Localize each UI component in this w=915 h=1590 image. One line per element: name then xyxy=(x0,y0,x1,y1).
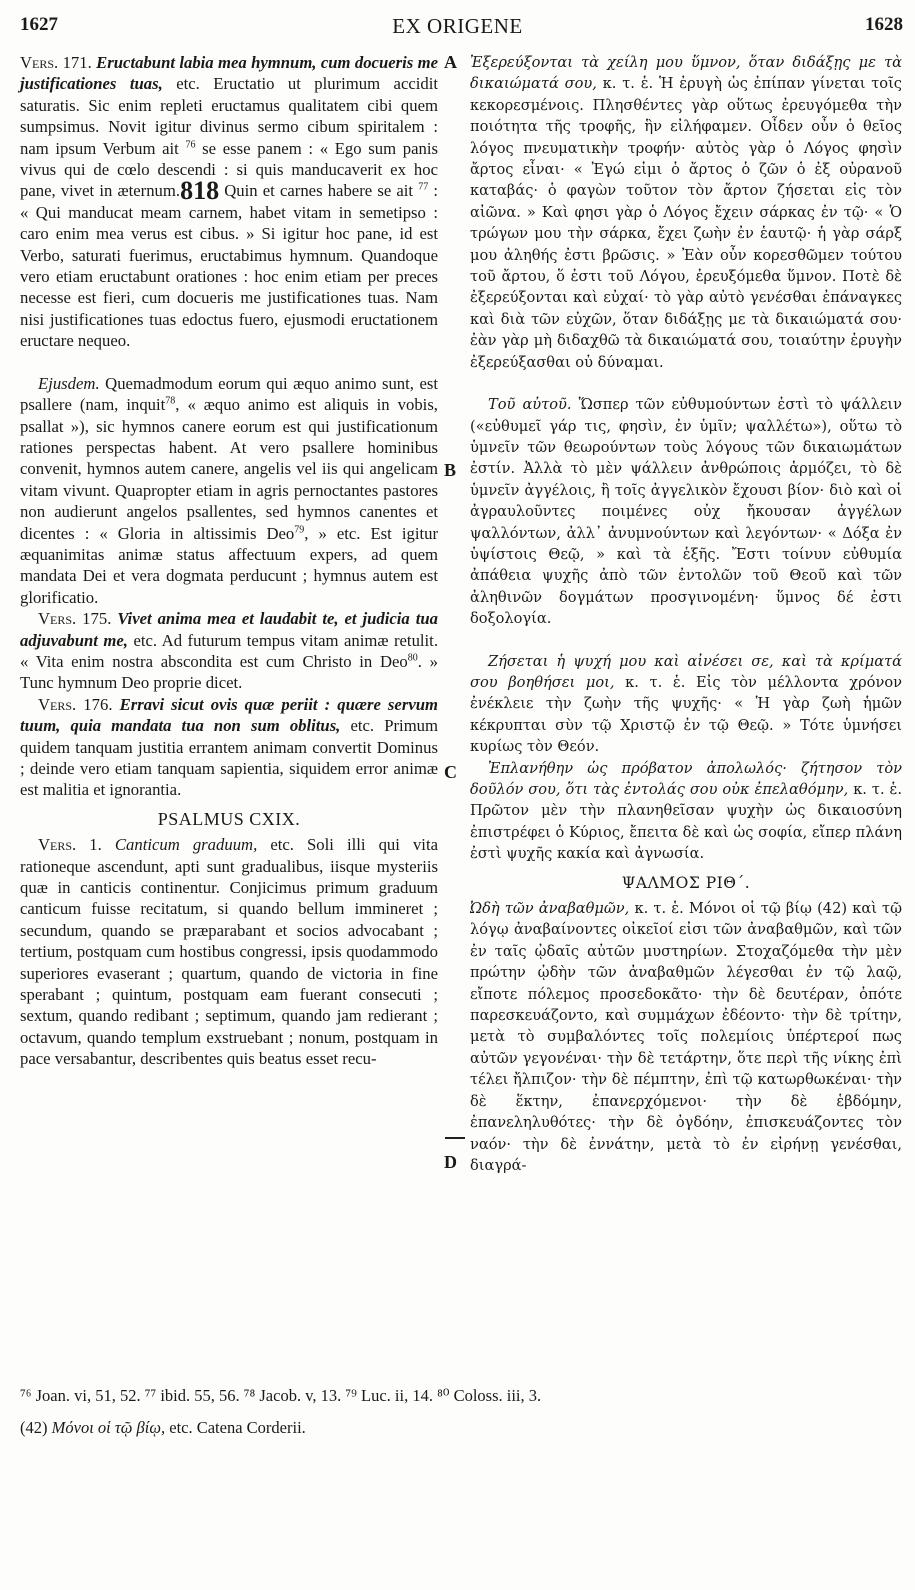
verse-lemma: Ζήσεται ἡ ψυχή μου καὶ αἰνέσει σε, καὶ τὰ κρίματά σου βοηθήσει μοι, xyxy=(470,652,902,691)
verse-text: κ. τ. ἑ. Ἡ ἐρυγὴ ὡς ἐπίπαν γίνεται τοῖς κεκορεσμένοις. Πλησθέντες γὰρ οὕτως ἐρευγόμεθα τὴν ποιότητα τῆς τροφῆς, ἣν εἰλήφαμεν. Οἶδεν οὖν ὁ θεῖος λόγος πνευματικὴν τροφήν· αὐτὸς γὰρ ὁ Λόγος φησὶν ἄρτος εἶναι· « Ἐγώ εἰμι ὁ ἄρτος ὁ ζῶν ὁ ἐξ οὐρανοῦ καταβάς· ὁ φαγὼν τοῦτον τὸν ἄρτον ζήσεται εἰς τὸν αἰῶνα. » Καὶ φησι γὰρ ὁ Λόγος ἔχειν σάρκας ἐν τῷ· « Ὁ τρώγων μου τὴν σάρκα, ἔχει ζωὴν ἐν ἑαυτῷ· ἡ γὰρ σάρξ μου ἀληθής ἐστι βρῶσις. » Ἐὰν οὖν κορεσθῶμεν τούτου τοῦ ἄρτου, ὅ ἐστι τοῦ Λόγου, ἐρευξόμεθα ὕμνον. Ποτὲ δὲ ἐξερεύξονται καὶ εὐχαί· τὸ γὰρ αὐτὸ γενέσθαι ἐπάναγκες καὶ διὰ τῶν εὐχῶν, ὅταν διδάξῃς με τὰ δικαιώματά σου· ἐὰν γὰρ μὴ διδαχθῶ τὰ δικαιώματά σου, τοιαύτην ἐρυγὴν ἐξερεύξασθαι οὐ δύναμαι. xyxy=(470,75,902,371)
running-title: EX ORIGENE xyxy=(392,14,523,38)
verse-text: κ. τ. ἑ. Πρῶτον μὲν τὴν πλανηθεῖσαν ψυχὴν ὡς δικαιοσύνη ἐπιστρέφει ὁ Κύριος, ἔπειτα δὲ καὶ ὡς σοφία, εἴπερ πλάνη ἐστὶ ψυχῆς κακία καὶ ἀγνωσία. xyxy=(470,781,903,863)
catena-note xyxy=(20,1418,900,1438)
greek-psalm-heading: ΨΑΛΜΟΣ ΡΙΘ΄. xyxy=(621,873,751,892)
page-number-right: 1628 xyxy=(865,14,903,35)
catena-text: etc. Catena Corderii. xyxy=(169,1418,306,1437)
margin-letter-a: A xyxy=(444,52,457,72)
greek-verse-175 xyxy=(470,651,902,758)
verse-text: Quin et carnes habere se ait xyxy=(224,181,414,201)
margin-rule xyxy=(445,1137,465,1139)
greek-verse-171 xyxy=(470,52,902,373)
verse-lemma: Vivet anima mea et laudabit te, et judicia tua adjuvabunt me, xyxy=(20,609,438,650)
latin-psalm-heading: PSALMUS CXIX. xyxy=(157,808,301,829)
verse-lemma: Ἐπλανήθην ὡς πρόβατον ἀπολωλός· ζήτησον τὸν δοῦλόν σου, ὅτι τὰς ἐντολάς σου οὐκ ἐπελαθόμην, xyxy=(470,759,902,798)
footnote-ref: 80 xyxy=(407,652,418,664)
greek-ejusdem xyxy=(470,394,902,629)
footnote-ref: 79 xyxy=(294,523,305,535)
section-text: , « æquo animo est aliquis in vobis, psallat »), sic hymnos canere eorum est qui justificationum rationes perspectas habent. At vero psallere hominibus convenit, hymnos autem canere, angelis vel iis qui angelicam vitam vivunt. Quapropter etiam in agris pernoctantes pastores non audierunt angelos psallentes, sed hymnos canentes et dicentes : « Gloria in altissimis Deo xyxy=(20,395,438,543)
note-ref: (42) xyxy=(817,900,848,918)
page-number-left: 1627 xyxy=(20,14,58,35)
verse-text: etc. Eructatio ut plurimum accidit saturatis. Sic enim repleti eructamus qualitatem cibi quem sumpsimus. Novit igitur divinus sermo cibum spiritalem : nam ipsum Verbum ait xyxy=(20,74,439,158)
verse-label: Vers. 1. xyxy=(38,835,102,855)
verse-label: Vers. 176. xyxy=(38,694,113,714)
verse-label: Vers. 175. xyxy=(38,609,112,629)
verse-text: κ. τ. ἑ. Μόνοι οἱ τῷ βίῳ xyxy=(634,900,812,918)
section-label: Τοῦ αὐτοῦ. xyxy=(488,396,572,414)
verse-lemma: Eructabunt labia mea hymnum, cum docueris me justificationes tuas, xyxy=(20,53,438,94)
section-text: Ὥσπερ τῶν εὐθυμούντων ἐστὶ τὸ ψάλλειν («εὐθυμεῖ γάρ τις, φησὶν, ἐν ὑμῖν; ψαλλέτω»), οὕτω τὸ ὑμνεῖν τῶν θεωρούντων τοὺς λόγους τῶν δικαιωμάτων ἐστίν. Ἀλλὰ τὸ μὲν ψάλλειν ἀνθρώποις ἁρμόζει, τὸ δὲ ὑμνεῖν ἀγγέλοις, ἢ τοῖς ἀγγελικὸν ἔχουσι βίον· διὸ καὶ οἱ ἀγραυλοῦντες ποιμένες οὐχ ἤκουσαν ἀγγέλων ψαλλόντων, ἀλλ᾽ ἀνυμνούντων καὶ λεγόντων· « Δόξα ἐν ὑψίστοις Θεῷ, » καὶ τὰ ἑξῆς. Ἔστι τοίνυν εὐθυμία ἀπάθεια ψυχῆς ἀπὸ τῶν ἐντολῶν τοῦ Θεοῦ καὶ τῶν ἀληθινῶν δογμάτων προσγινομένη· ὕμνος δέ ἐστι δοξολογία. xyxy=(470,396,902,628)
latin-verse-176 xyxy=(20,694,438,801)
column-number: 818 xyxy=(180,176,220,206)
footnote-ref: 78 xyxy=(165,395,176,407)
verse-text: : « Qui manducat meam carnem, habet vitam in semetipso : caro enim mea verus est cibus. » Si igitur hoc pane, id est Verbo, saturati fuerimus, eructabimus hymnum. Quandoque vero etiam eructabunt orationes : hoc enim etiam per preces necesse est fieri, cum docueris me justificationes tuas. Nam nisi justificationes tuas edoctus fuero, ejusmodi eructationem eructare nequeo. xyxy=(20,181,439,351)
latin-verse-175 xyxy=(20,608,438,694)
latin-column xyxy=(20,52,438,1070)
greek-verse-176 xyxy=(470,758,902,865)
catena-number: (42) xyxy=(20,1418,48,1437)
margin-letter-c: C xyxy=(444,762,457,782)
verse-lemma: Canticum graduum, xyxy=(114,835,258,855)
latin-psalm-verse-1 xyxy=(20,834,438,1069)
verse-label: Vers. 171. xyxy=(20,53,92,72)
footnote-ref: 77 xyxy=(418,181,429,193)
margin-letter-b: B xyxy=(444,460,457,480)
verse-lemma: Ὠδὴ τῶν ἀναβαθμῶν, xyxy=(470,900,630,918)
verse-text: κ. τ. ἑ. Εἰς τὸν μέλλοντα χρόνον ἐνέκλειε τὴν ζωὴν τῆς ψυχῆς· « Ἡ γὰρ ζωὴ ἡμῶν κέκρυπται σὺν τῷ Χριστῷ ἐν τῷ Θεῷ. » Τότε ὑμνήσει κυρίως τὸν Θεόν. xyxy=(470,673,902,756)
catena-greek: Μόνοι οἱ τῷ βίῳ, xyxy=(51,1418,166,1437)
greek-psalm-verse-1 xyxy=(470,898,902,1176)
footnotes xyxy=(20,1386,900,1438)
verse-lemma: Erravi sicut ovis quæ periit : quære servum tuum, quia mandata tua non sum oblitus, xyxy=(20,694,438,736)
verse-text: etc. Soli illi qui vita rationeque ascendunt, apti sunt gradualibus, iisque mysteriis quæ in canticis continentur. Conjicimus primum graduum canticum fuisse recitatum, si quando bellum immineret ; secundum, quando se præparabant et socios advocabant ; tertium, postquam cum hostibus congressi, ipsis quodammodo superiores evaserant ; quartum, quando de victoria in fine sperabant ; quintum, postquam eam fuerant consecuti ; sextum, quando redibant ; septimum, quando jam redierant ; octavum, quando templum exstruebant ; nonum, postquam in pace versabantur, describentes quis beatus esset recu- xyxy=(20,835,438,1069)
footnote-ref: 76 xyxy=(185,139,196,151)
section-text: Quemadmodum eorum qui æquo animo sunt, est psallere (nam, inquit xyxy=(20,373,438,415)
section-label: Ejusdem. xyxy=(38,373,100,393)
section-text: , » etc. Est igitur æquanimitas animæ status affectuum expers, ad quem mandata Dei et vera dogmata perducunt ; hymnus autem est glorificatio. xyxy=(20,523,438,607)
latin-verse-171 xyxy=(20,52,438,352)
scripture-footnotes: ⁷⁶ Joan. vi, 51, 52. ⁷⁷ ibid. 55, 56. ⁷⁸ Jacob. v, 13. ⁷⁹ Luc. ii, 14. ⁸⁰ Coloss. iii, 3. xyxy=(20,1386,542,1405)
verse-text: etc. Primum quidem tanquam justitia errantem animam convertit Dominus ; deinde vero etiam tanquam sapientia, siquidem error animæ est malitia et ignorantia. xyxy=(20,716,438,800)
verse-text: etc. Ad futurum tempus vitam animæ retulit. « Vita enim nostra abscondita est cum Christo in Deo xyxy=(20,630,438,671)
greek-column xyxy=(470,52,902,1176)
margin-letter-d: D xyxy=(444,1152,457,1172)
verse-text: se esse panem : « Ego sum panis vivus qui de cœlo descendi : si quis manducaverit ex hoc pane, vivet in æternum. xyxy=(20,138,439,201)
verse-text: καὶ τῷ λόγῳ ἀναβαίνοντες οἰκεῖοί εἰσι τῶν ἀναβαθμῶν, καὶ τῶν ἐν ταῖς ᾠδαῖς αὐτῶν μυστηρίων. Στοχαζόμεθα τὴν μὲν πρώτην ᾠδὴν τῶν ἀναβαθμῶν λέγεσθαι ἐν τῷ λαῷ, εἴποτε πόλεμος προσεδοκᾶτο· τὴν δὲ δευτέραν, ὁπότε παρεσκευάζοντο, καὶ συμμάχων ἐδέοντο· τὴν δὲ τρίτην, μετὰ τὸ συμβαλόντες τοῖς πολεμίοις ὑπέρτεροί πως αὐτῶν γεγονέναι· τὴν δὲ τετάρτην, ὅτε περὶ τῆς νίκης ἐπὶ τέλει ἤλπιζον· τὴν δὲ πέμπτην, ἐπὶ τῷ κατωρθωκέναι· τὴν δὲ ἕκτην, ἐπανερχόμενοι· τὴν δὲ ἑβδόμην, ἐπανεληλυθότες· τὴν δὲ ὀγδόην, ἐπισκευάζοντες τὸν ναόν· τὴν δὲ ἐννάτην, μετὰ τὸ ἐν εἰρήνῃ γενέσθαι, διαγρά- xyxy=(470,900,903,1174)
running-header xyxy=(0,14,915,42)
verse-lemma: Ἐξερεύξονται τὰ χείλη μου ὕμνον, ὅταν διδάξῃς με τὰ δικαιώματά σου, xyxy=(470,54,902,93)
verse-text: . » Tunc hymnum Deo proprie dicet. xyxy=(20,651,438,693)
latin-ejusdem xyxy=(20,373,438,608)
